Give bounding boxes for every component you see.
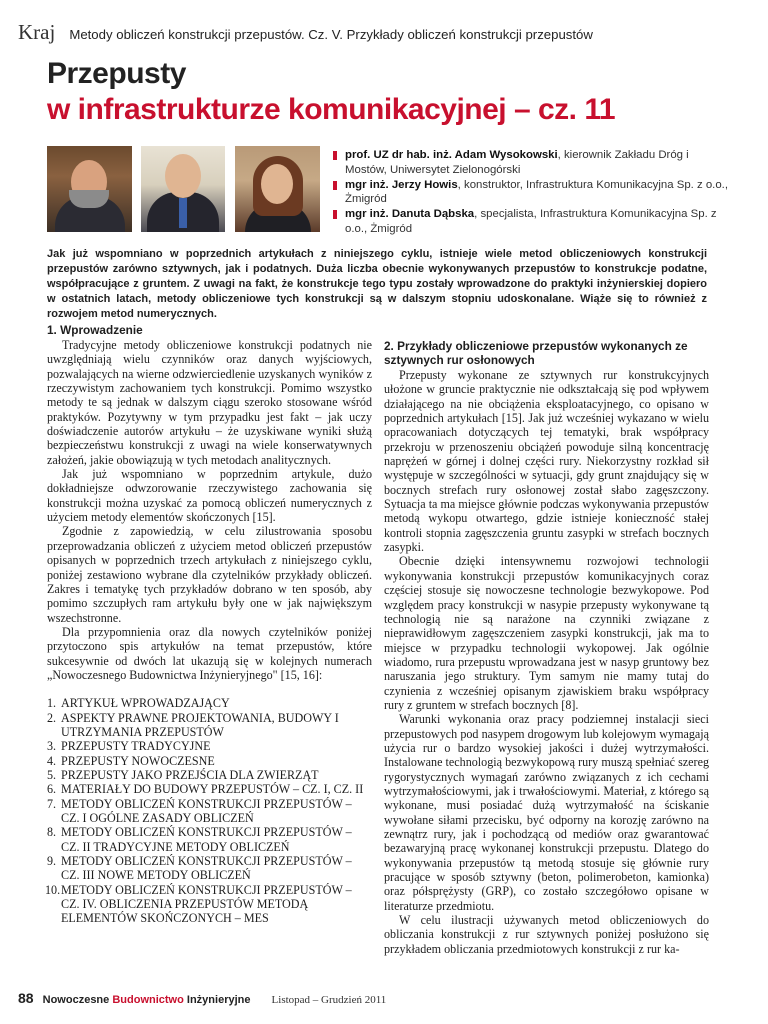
author-photo-howis — [141, 146, 225, 232]
author-item — [333, 148, 733, 178]
section-heading: 1. Wprowadzenie — [47, 323, 143, 337]
magazine-name-part3: Inżynieryjne — [186, 994, 251, 1006]
article-series-list — [47, 696, 372, 926]
author-name: mgr inż. Danuta Dąbska — [345, 208, 475, 221]
author-affiliation: , kierownik Zakładu Dróg i Mostów, Uniwersytet Zielonogórski — [345, 149, 689, 176]
column-right — [384, 339, 709, 956]
author-list — [333, 148, 733, 237]
column-left — [47, 323, 372, 926]
paragraph: W celu ilustracji używanych metod obliczeniowych do obliczania konstrukcji z rur sztywnych poniżej posłużono się przykładem obliczania przedmiotowych konstrukcji z rur ka- — [384, 913, 709, 956]
page-number: 88 — [18, 990, 34, 1006]
article-title-line2: w infrastrukturze komunikacyjnej – cz. 11 — [47, 93, 616, 126]
author-photo-dabska — [235, 146, 320, 232]
bullet-icon — [333, 181, 337, 190]
page-footer — [18, 990, 758, 1006]
magazine-name-part2: Budownictwo — [112, 994, 184, 1006]
author-name: prof. UZ dr hab. inż. Adam Wysokowski — [345, 149, 558, 161]
running-title: Metody obliczeń konstrukcji przepustów. Cz. V. Przykłady obliczeń konstrukcji przepustów — [69, 27, 593, 42]
paragraph: Tradycyjne metody obliczeniowe konstrukcji podatnych nie uwzględniają wielu czynników oraz danych wyjściowych, pozwalających na wierne odzwierciedlenie uzyskanych wyników z rzeczywistym zachowaniem tych konstrukcji. Pomimo wszystko metody te są jednak w dalszym ciągu szeroko stosowane wśród praktyków. Pozytywny w tym przypadku jest fakt – jak uczy doświadczenie autorów artykułu – że uzyskiwane wyniki służą bezpieczeństwu konstrukcji z uwagi na wiele konserwatywnych założeń, jakie obowiązują w tych metodach analitycznych. — [47, 338, 372, 467]
paragraph: Warunki wykonania oraz pracy podziemnej instalacji sieci przepustowych pod nasypem drogowym lub kolejowym wymagają użycia rur o bardzo wysokiej jakości i dużej wytrzymałości. Instalowane technologią bezwykopową rury muszą spełniać szereg rygorystycznych wymagań zarówno związanych z ich cechami wytrzymałościowymi, jak i trwałościowymi. Materiał, z którego są wykonane, musi posiadać dużą wytrzymałość na ściskanie wywołane siłami przecisku, być odporny na korozję zarówno na zewnątrz rury, jak i pochodzącą od mediów oraz gwarantować bezawaryjną pracę wykonanej konstrukcji przepustu. Dlatego do wykonywania przepustów tą metodą stosuje się głównie rury pracujące w sposób sztywny (beton, polimerobeton, kamionka) oraz półsprężysty (GRP), co zostało szczegółowo opisane w literaturze przedmiotu. — [384, 712, 709, 913]
paragraph: Jak już wspomniano w poprzednim artykule, dużo dokładniejsze odwzorowanie rzeczywistego zachowania się konstrukcji można uzyskać za pomocą obliczeń numerycznych z użyciem metody elementów skończonych [15]. — [47, 467, 372, 525]
list-item: 9. METODY OBLICZEŃ KONSTRUKCJI PRZEPUSTÓW – CZ. III NOWE METODY OBLICZEŃ — [47, 854, 352, 883]
paragraph: Dla przypomnienia oraz dla nowych czytelników poniżej przytoczono spis artykułów na temat przepustów, które sukcesywnie od dwóch lat ukazują się w kolejnych numerach „Nowoczesnego Budownictwa Inżynieryjnego" [15, 16]: — [47, 624, 372, 682]
issue-date: Listopad – Grudzień 2011 — [271, 994, 387, 1006]
list-item: 2. ASPEKTY PRAWNE PROJEKTOWANIA, BUDOWY I UTRZYMANIA PRZEPUSTÓW — [47, 710, 339, 739]
paragraph: Obecnie dzięki intensywnemu rozwojowi technologii wykonywania konstrukcji przepustów komunikacyjnych coraz częściej stosuje się nowoczesne technologie bezwykopowe. Pod względem pracy konstrukcji w nasypie przepusty wykonywane tą technologią nie są narażone na czynniki związane z nieprawidłowym zagęszczeniem zasypki konstrukcji, jak ma to miejsce w przypadku technologii wykopowej. Jak ogólnie wiadomo, rura przepustu wprowadzana jest w nasyp gruntowy bez naruszania jego struktury. Tym samym nie mamy tutaj do czynienia z wcześniej opisanym zjawiskiem braku współpracy rury z gruntem w strefach bocznych [8]. — [384, 554, 709, 712]
magazine-name-part1: Nowoczesne — [42, 994, 110, 1006]
list-item: 1. ARTYKUŁ WPROWADZAJĄCY — [47, 696, 230, 711]
bullet-icon — [333, 151, 337, 160]
author-item — [333, 178, 733, 208]
page-header — [18, 20, 758, 42]
list-item: 7. METODY OBLICZEŃ KONSTRUKCJI PRZEPUSTÓW – CZ. I OGÓLNE ZASADY OBLICZEŃ — [47, 796, 352, 825]
list-item: 4. PRZEPUSTY NOWOCZESNE — [47, 753, 215, 768]
list-item: 8. METODY OBLICZEŃ KONSTRUKCJI PRZEPUSTÓW – CZ. II TRADYCYJNE METODY OBLICZEŃ — [47, 825, 352, 854]
lead-paragraph: Jak już wspomniano w poprzednich artykułach z niniejszego cyklu, istnieje wiele metod obliczeniowych konstrukcji przepustów zarówno sztywnych, jak i podatnych. Duża liczba obecnie wykonywanych przepustów to konstrukcje podatne, współpracujące z gruntem. Z uwagi na fakt, że konstrukcje tego typu zostały wprowadzone do praktyki inżynierskiej dopiero w ostatnich latach, metody obliczeniowe tych konstrukcji są w dalszym stopniu udoskonalane. Wiąże się to również z rozwojem metod numerycznych. — [47, 248, 707, 320]
author-affiliation: , specjalista, Infrastruktura Komunikacyjna Sp. z o.o., Żmigród — [345, 208, 717, 235]
author-affiliation: , konstruktor, Infrastruktura Komunikacyjna Sp. z o.o., Żmigród — [345, 178, 729, 206]
author-item — [333, 207, 733, 237]
author-name: mgr inż. Jerzy Howis — [345, 178, 458, 191]
bullet-icon — [333, 210, 337, 219]
list-item: 6. MATERIAŁY DO BUDOWY PRZEPUSTÓW – CZ. I, CZ. II — [47, 782, 364, 797]
paragraph: Przepusty wykonane ze sztywnych rur konstrukcyjnych ułożone w gruncie praktycznie nie odkształcają się pod wpływem działającego na nie obciążenia eksploatacyjnego, co opisano w poprzednich artykułach [15]. Jak już wcześniej wykazano w wielu opracowaniach dotyczących tej tematyki, brak współpracy przekroju w przenoszeniu obciążeń powoduje silną koncentrację naprężeń w górnej i dolnej części rury. Niekorzystny rozkład sił występuje w szczególności w sytuacji, gdy grunt znajdujący się w bocznych strefach rury osłonowej został słabo zagęszczony. Sytuacja ta ma miejsce głównie podczas wykonywania przepustów metodą wykopu otwartego, gdzie istnieje konieczność stałej kontroli stopnia zagęszczenia gruntu zasypki w strefach bocznych zasypki. — [384, 368, 709, 555]
author-photo-wysokowski — [47, 146, 132, 232]
article-title-line1: Przepusty — [47, 57, 186, 90]
section-label: Kraj — [18, 20, 56, 44]
list-item: 10. METODY OBLICZEŃ KONSTRUKCJI PRZEPUSTÓW – CZ. IV. OBLICZENIA PRZEPUSTÓW METODĄ ELEMENTÓW SKOŃCZONYCH – MES — [45, 882, 352, 926]
list-item: 5. PRZEPUSTY JAKO PRZEJŚCIA DLA ZWIERZĄT — [47, 767, 319, 782]
section-heading: 2. Przykłady obliczeniowe przepustów wykonanych ze sztywnych rur osłonowych — [384, 339, 688, 367]
paragraph: Zgodnie z zapowiedzią, w celu zilustrowania sposobu przeprowadzania obliczeń z użyciem metod obliczeń przepustów opisanych w poprzednich trzech artykułach z niniejszego cyklu, poniżej zestawiono wybrane dla czytelników przykłady obliczeń. Zakres i tematykę tych przykładów dobrano w ten sposób, aby pomimo szczupłych ram artykułu były one w jak największym wszechstronne. — [47, 524, 372, 625]
list-item: 3. PRZEPUSTY TRADYCYJNE — [47, 739, 211, 754]
